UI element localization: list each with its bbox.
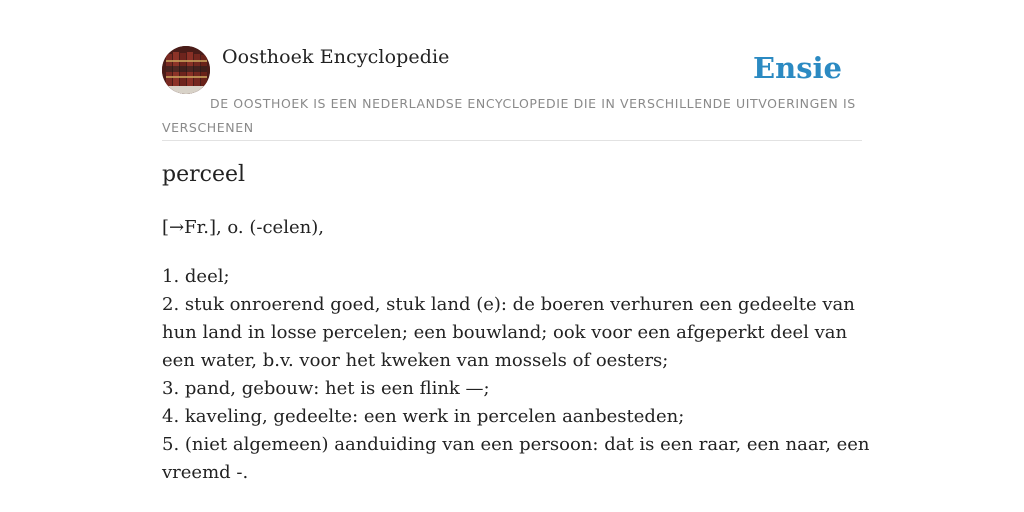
meaning-item: 3. pand, gebouw: het is een flink —; xyxy=(162,378,490,399)
meaning-item: 1. deel; xyxy=(162,266,230,287)
entry-title: perceel xyxy=(162,162,246,187)
source-description: DE OOSTHOEK IS EEN NEDERLANDSE ENCYCLOPEDIE DIE IN VERSCHILLENDE UITVOERINGEN IS VERSCHENEN xyxy=(162,96,856,135)
meaning-item: 5. (niet algemeen) aanduiding van een persoon: dat is een raar, een naar, een vreemd -. xyxy=(162,434,870,483)
source-header xyxy=(162,46,862,141)
entry-meanings xyxy=(162,263,874,487)
meaning-item: 2. stuk onroerend goed, stuk land (e): de boeren verhuren een gedeelte van hun land in losse percelen; een bouwland; ook voor een afgeperkt deel van een water, b.v. voor het kweken van mossels of oesters; xyxy=(162,294,855,371)
meaning-item: 4. kaveling, gedeelte: een werk in percelen aanbesteden; xyxy=(162,406,685,427)
encyclopedia-books-logo[interactable] xyxy=(162,46,210,94)
entry-etymology: [→Fr.], o. (-celen), xyxy=(162,217,324,238)
source-title[interactable]: Oosthoek Encyclopedie xyxy=(222,46,450,68)
ensie-brand-link[interactable]: Ensie xyxy=(753,51,842,85)
